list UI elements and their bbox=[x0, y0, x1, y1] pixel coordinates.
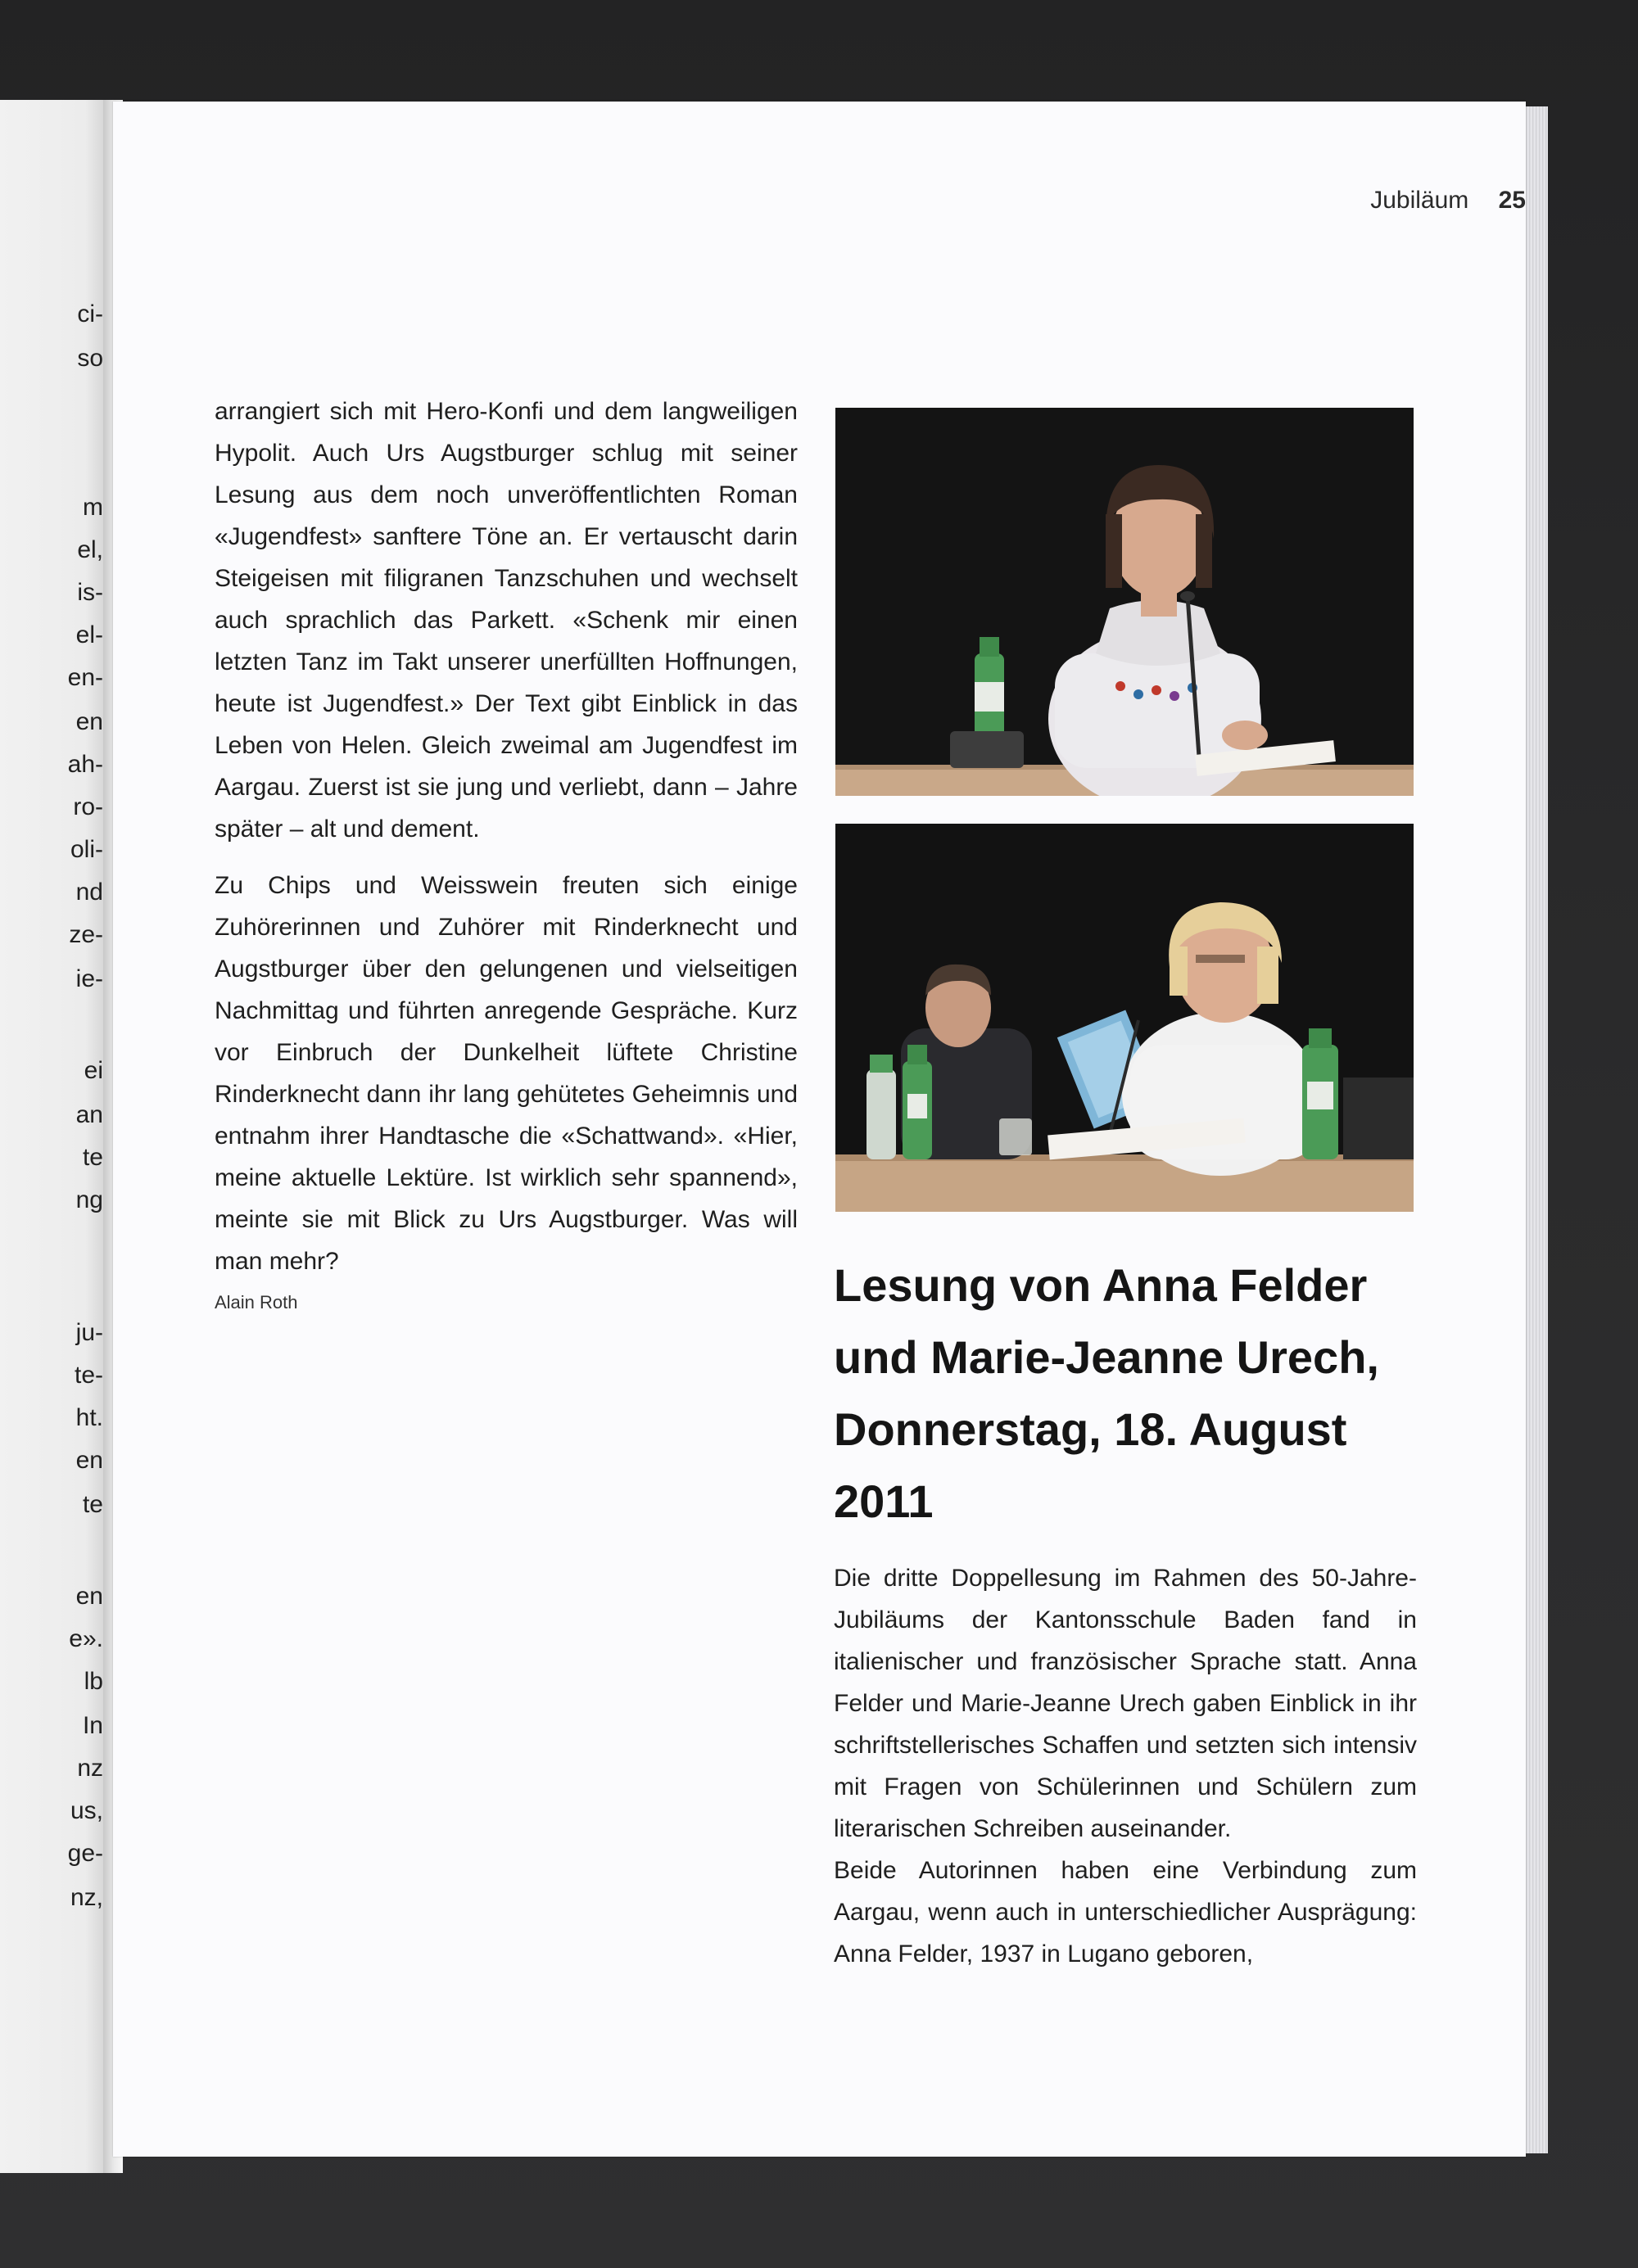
running-header bbox=[1034, 187, 1526, 215]
body-paragraph: arrangiert sich mit Hero-Konfi und dem langweiligen Hypolit. Auch Urs Augstburger schlug mit seiner Lesung aus dem noch unveröffentlichten Roman «Jugendfest» sanftere Töne an. Er vertauscht darin Steigeisen mit filigranen Tanzschuhen und wechselt auch sprachlich das Parkett. «Schenk mir einen letzten Tanz im Takt unserer unerfüllten Hoffnungen, heute ist Jugendfest.» Der Text gibt Einblick in das Leben von Helen. Gleich zweimal am Jugendfest im Aargau. Zuerst ist sie jung und verliebt, dann – Jahre später – alt und dement. bbox=[215, 398, 798, 843]
left-page-fragment: nz, bbox=[70, 1884, 103, 1911]
page-stack-edge bbox=[1523, 106, 1548, 2153]
left-page-fragment: te bbox=[82, 1491, 103, 1518]
article-headline: Lesung von Anna Felder und Marie-Jeanne Urech, Donnerstag, 18. August 2011 bbox=[834, 1259, 1379, 1527]
left-page-fragment: ro- bbox=[73, 793, 103, 820]
author-credit: Alain Roth bbox=[215, 1292, 298, 1312]
left-page-fragment: ng bbox=[75, 1186, 103, 1213]
article-body bbox=[834, 1557, 1417, 1975]
left-page-fragment: en- bbox=[67, 664, 103, 691]
left-page-fragment: te bbox=[82, 1144, 103, 1171]
left-page-fragment: ie- bbox=[75, 965, 103, 992]
left-page-fragment: lb bbox=[84, 1668, 103, 1695]
photo-illustration bbox=[835, 824, 1414, 1212]
left-page-fragment: el- bbox=[75, 621, 103, 648]
left-page-fragment: ei bbox=[84, 1057, 103, 1084]
left-page-fragment: ah- bbox=[67, 751, 103, 778]
left-page-fragment: ht. bbox=[75, 1404, 103, 1431]
photo-illustration bbox=[835, 408, 1414, 796]
page-number: 25 bbox=[1498, 187, 1526, 214]
left-page-fragment: oli- bbox=[70, 836, 103, 863]
left-page-fragment: ju- bbox=[75, 1319, 103, 1346]
left-page-fragment: e». bbox=[69, 1625, 103, 1652]
left-page-fragment: ge- bbox=[67, 1840, 103, 1867]
left-page-fragment: ze- bbox=[69, 921, 103, 948]
left-page-fragment: nz bbox=[77, 1755, 103, 1782]
left-page-fragment: so bbox=[77, 345, 103, 372]
reading-photo-marie-jeanne-urech bbox=[835, 824, 1414, 1212]
left-page-fragment: en bbox=[75, 708, 103, 735]
left-page-fragment: el, bbox=[77, 536, 103, 563]
body-paragraph: Zu Chips und Weisswein freuten sich einige Zuhörerinnen und Zuhörer mit Rinderknecht und Augstburger über den gelungenen und vielseitigen Nachmittag und führten anregende Gespräche. Kurz vor Einbruch der Dunkelheit lüftete Christine Rinderknecht dann ihr lang gehütetes Geheimnis und entnahm ihrer Handtasche die «Schattwand». «Hier, meine aktuelle Lektüre. Ist wirklich sehr spannend», meinte sie mit Blick zu Urs Augstburger. Was will man mehr? bbox=[215, 872, 798, 1275]
left-text-column bbox=[215, 391, 798, 1315]
left-page-fragment: nd bbox=[75, 879, 103, 906]
left-page-fragment: m bbox=[83, 494, 103, 521]
section-title: Jubiläum bbox=[1370, 187, 1469, 214]
left-page-fragment: is- bbox=[77, 579, 103, 606]
left-page-fragment: In bbox=[82, 1712, 103, 1739]
left-page-edge bbox=[0, 100, 106, 2173]
left-page-fragment: ci- bbox=[77, 300, 103, 328]
magazine-page bbox=[113, 102, 1526, 2157]
left-page-fragment: us, bbox=[70, 1797, 103, 1824]
left-page-fragment: an bbox=[75, 1101, 103, 1128]
left-page-fragment: en bbox=[75, 1583, 103, 1610]
left-page-fragment: te- bbox=[74, 1362, 103, 1389]
body-paragraph: Die dritte Doppellesung im Rahmen des 50-Jahre-Jubiläums der Kantonsschule Baden fand in italienischer und französischer Sprache statt. Anna Felder und Marie-Jeanne Urech gaben Einblick in ihr schriftstellerisches Schaffen und setzten sich intensiv mit Fragen von Schülerinnen und Schülern zum literarischen Schreiben auseinander. bbox=[834, 1565, 1417, 1842]
reading-photo-anna-felder bbox=[835, 408, 1414, 796]
right-text-column bbox=[834, 1249, 1417, 1975]
body-paragraph: Beide Autorinnen haben eine Verbindung zum Aargau, wenn auch in unterschiedlicher Ausprägung: Anna Felder, 1937 in Lugano geboren, bbox=[834, 1857, 1417, 1968]
left-page-fragment: en bbox=[75, 1447, 103, 1474]
